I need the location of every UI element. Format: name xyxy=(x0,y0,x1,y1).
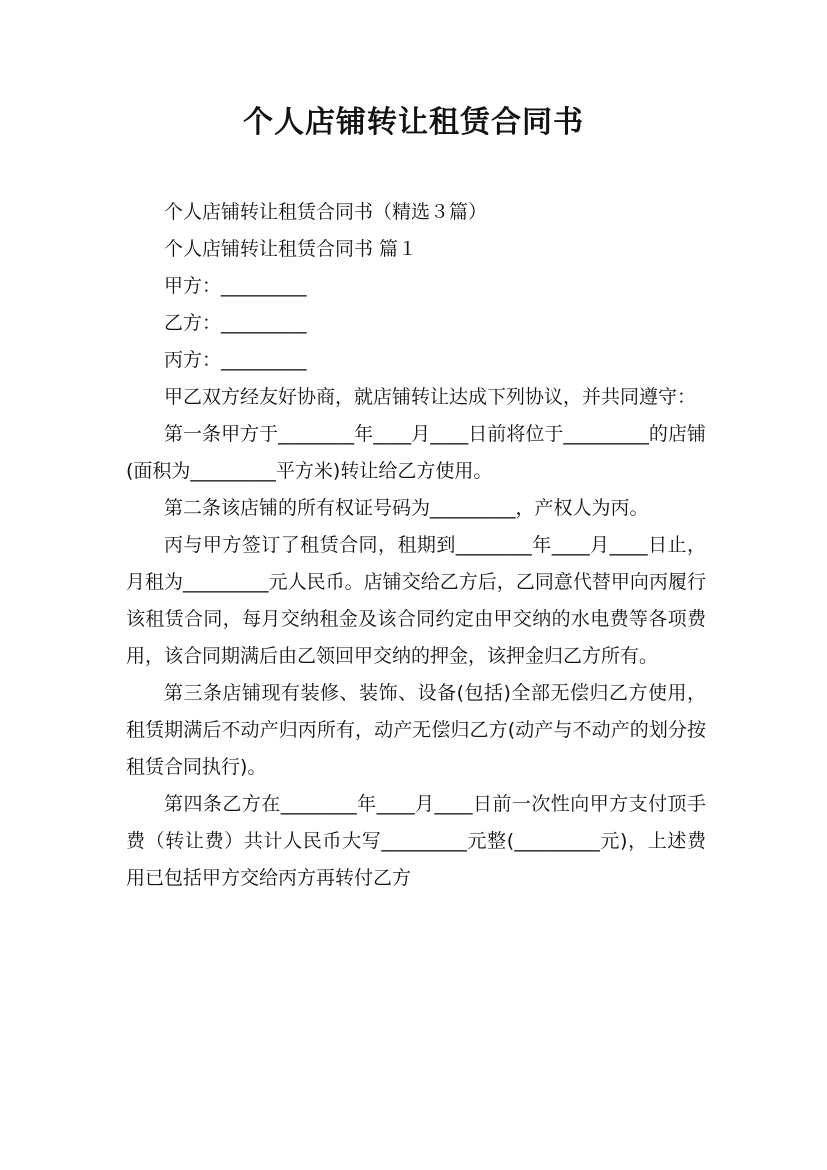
document-body xyxy=(126,194,706,897)
paragraph-preamble: 甲乙双方经友好协商，就店铺转让达成下列协议，并共同遵守： xyxy=(164,386,697,408)
document-title: 个人店铺转让租赁合同书 xyxy=(243,105,584,140)
paragraph-party-a: 甲方：_________ xyxy=(164,275,307,297)
paragraph-party-c: 丙方：_________ xyxy=(164,349,307,371)
paragraph-article-4: 第四条乙方在________年____月____日前一次性向甲方支付顶手费（转让费）共计人民币大写_________元整(_________元)，上述费用已包括甲方交给丙方再转付乙方 xyxy=(126,793,706,889)
paragraph-article-1: 第一条甲方于________年____月____日前将位于_________的店铺(面积为_________平方米)转让给乙方使用。 xyxy=(126,423,706,482)
paragraph-section-heading: 个人店铺转让租赁合同书 篇１ xyxy=(164,238,418,260)
paragraph-party-b: 乙方：_________ xyxy=(164,312,307,334)
paragraph-article-3: 第三条店铺现有装修、装饰、设备(包括)全部无偿归乙方使用，租赁期满后不动产归丙所有，动产无偿归乙方(动产与不动产的划分按租赁合同执行)。 xyxy=(126,682,706,778)
paragraph-lease-terms: 丙与甲方签订了租赁合同，租期到________年____月____日止，月租为_________元人民币。店铺交给乙方后，乙同意代替甲向丙履行该租赁合同，每月交纳租金及该合同约定由甲交纳的水电费等各项费用，该合同期满后由乙领回甲交纳的押金，该押金归乙方所有。 xyxy=(126,534,706,667)
paragraph-article-2: 第二条该店铺的所有权证号码为_________，产权人为丙。 xyxy=(164,497,649,519)
paragraph-collection-title: 个人店铺转让租赁合同书（精选３篇） xyxy=(164,201,488,223)
